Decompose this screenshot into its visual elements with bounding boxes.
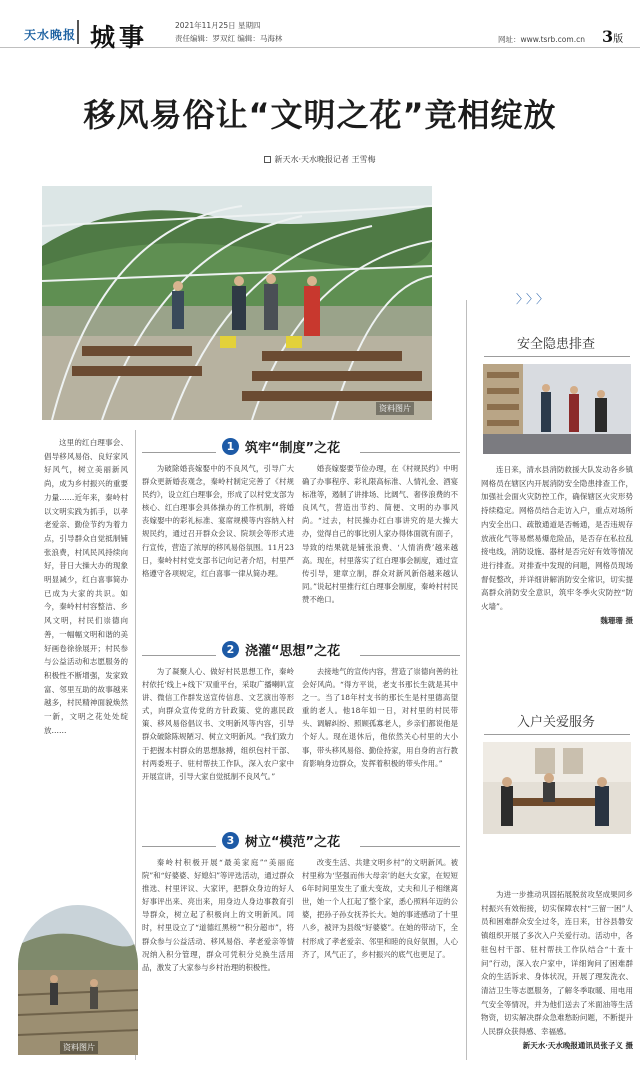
paper-name: 天水晚报	[24, 28, 77, 42]
section-title: 城事	[90, 23, 149, 52]
section-3-rule-left	[142, 846, 216, 847]
section-2-rule-left	[142, 655, 216, 656]
inspection-illustration	[483, 364, 631, 454]
section-3-text-2: 改变生活、共建文明乡村”的文明新风。被村里称为‘坚强而伟大母亲’的赵大女家，在短短6年时间里发生了重大变故，丈夫和儿子相继离世，她一个人扛起了整个家，悉心照料年迈的公婆，把孙子孙女抚养长大。她的事迹感动了十里八乡，被评为县级“好婆婆”。在她的带动下，全村形成了孝老爱亲、邻里和睦的良好氛围，人心齐了，风气正了，乡村振兴的底气也更足了。	[302, 858, 458, 959]
page-number-unit: 版	[613, 34, 624, 45]
editors-line: 责任编辑：罗双红 编辑：马海林	[175, 34, 283, 43]
section-1-title: 筑牢“制度”之花	[245, 441, 341, 456]
section-2-text-2: 去接地气的宣传内容，营造了崇德向善的社会好风尚。“得方平说，老支书那长生就是其中之一。当了18年村支书的那长生是村里德高望重的老人。他18年如一日，对村里的村民带头、调解纠纷、照顾孤寡老人，乡亲们都说他是个好人。现在退休后，他依然关心村里的大小事，带头移风易俗、勤俭持家，用自身的言行教育影响身边群众，发挥着积极的带头作用。”	[302, 667, 458, 768]
rail-box-2-photo	[483, 742, 631, 834]
intro-text: 这里的红白理事会、倡导移风易俗、良好家风好风气，树立美丽新风尚，成为乡村振兴的重要力量……近年来，秦岭村以文明实践为抓手，以孝老爱亲、勤俭节约为着力点，引导群众自觉抵制铺张浪费，村风民风持续向好，昔日大操大办的现象明显减少，红白喜事简办已成为大家的共识。如今，秦岭村村容整洁、乡风文明，村民们崇德向善，一幅幅文明和谐的美好画卷徐徐展开；村民参与公益活动和志愿服务的积极性不断增强，发家致富、邻里互助的故事越来越多，村民精神面貌焕然一新，文明之花处处绽放……	[44, 438, 128, 735]
section-1-number: 1	[222, 438, 239, 455]
article-headline: 移风易俗让“文明之花”竞相绽放	[83, 96, 557, 134]
section-1-rule-left	[142, 452, 216, 453]
section-3-header	[222, 831, 340, 850]
byline-text: 新天水·天水晚报记者 王雪梅	[274, 155, 376, 164]
masthead	[0, 0, 640, 52]
section-1-text-1: 为破除婚丧嫁娶中的不良风气，引导广大群众更新婚丧观念，秦岭村制定完善了《村规民约》，设立红白理事会，形成了以村党支部为核心、红白理事会具体操办的工作机制，将婚丧嫁娶中的彩礼标准、宴席规模等内容纳入村规民约，通过召开群众会议、院坝会等形式进行宣传，营造了浓厚的移风易俗氛围。11月23日，秦岭村村党支部书记向记者介绍，村里严格遵守各项规定，红白喜事一律从简办理。	[142, 464, 294, 578]
rail-box-2-text	[481, 888, 633, 1058]
section-1-column-2	[302, 462, 458, 628]
home-visit-illustration	[483, 742, 631, 834]
rail-box-1-rule	[484, 356, 630, 357]
byline-box-icon	[264, 156, 271, 163]
rail-box-1-title: 安全隐患排查	[516, 337, 595, 352]
rail-box-1-body: 连日来，清水县消防救援大队发动各乡镇网格员在辖区内开展消防安全隐患排查工作，加强社会面火灾防控工作，确保辖区火灾形势持续稳定。网格员结合走访入户，重点对场所内安全出口、疏散通道是否畅通，是否违规存放液化气等易燃易爆危险品，是否存在私拉乱接电线，消防设施、器材是否完好有效等情况进行排查。对排查中发现的问题，网格员现场督促整改，并详细讲解消防安全常识，切实提高群众消防安全意识，筑牢冬季火灾防控“防火墙”。	[481, 465, 633, 612]
main-photo-credit: 资料图片	[376, 402, 414, 415]
section-3-text-1: 秦岭村积极开展“最美家庭”“美丽庭院”和“好婆婆、好媳妇”等评选活动，通过群众推选、村里评议、大家评，把群众身边的好人好事评出来、亮出来，用身边人身边事教育引导群众，树立起了积极向上的文明新风。同时，村里设立了“道德红黑榜”“积分超市”，将群众参与公益活动、移风易俗、孝老爱亲等情况纳入积分管理，群众可凭积分兑换生活用品，激发了大家参与乡村治理的积极性。	[142, 858, 294, 972]
page-number-value: 3	[602, 27, 614, 46]
rail-box-2-signature: 新天水·天水晚报通讯员张子义 摄	[522, 1040, 633, 1050]
page-number	[602, 27, 623, 46]
section-2-number: 2	[222, 641, 239, 658]
section-2-header	[222, 640, 340, 659]
bottom-photo-field	[18, 905, 138, 1055]
column-divider-right	[466, 300, 467, 1060]
rail-arrows: 〉〉〉	[516, 292, 553, 306]
section-3-column-2	[302, 856, 458, 1052]
section-3-title: 树立“模范”之花	[245, 835, 341, 850]
rail-box-1-text	[481, 463, 633, 681]
section-3-number: 3	[222, 832, 239, 849]
section-2-text-1: 为了凝聚人心、做好村民思想工作，秦岭村依托‘线上+线下’双重平台，采取广播喇叭宣讲、微信工作群发送宣传信息、文艺演出等形式，向群众宣传党的方针政策、党的惠民政策、移风易俗倡议书、文明新风等内容，引导群众破除陈规陋习、树立文明新风。“我们致力于把握本村群众的思想脉搏，组织包村干部、村两委班子、驻村帮扶工作队，深入农户家中开展宣讲，引导大家自觉抵制不良风气。”	[142, 667, 294, 781]
rail-box-2-body: 为进一步推动巩固拓展脱贫攻坚成果同乡村振兴有效衔接，切实保障农村“三留一困”人员和困难群众安全过冬，连日来，甘谷县磐安镇组织开展了多次入户关爱行动。活动中，各驻包村干部、驻村帮扶工作队结合“十查十问”行动，深入农户家中，详细询问了困难群众的生活诉求、身体状况，开展了理发洗衣、清洁卫生等志愿服务，了解冬季取暖、用电用气安全等情况，并为他们送去了米面油等生活物资，切实解决群众急难愁盼问题，不断提升人民群众获得感、幸福感。	[481, 890, 633, 1037]
greenhouse-illustration	[42, 186, 432, 420]
bottom-photo-credit: 资料图片	[60, 1041, 98, 1054]
masthead-divider	[77, 20, 79, 44]
field-illustration	[18, 905, 138, 1055]
section-2-rule-right	[360, 655, 460, 656]
section-2-column-1	[142, 665, 294, 820]
section-2-title: 浇灌“思想”之花	[245, 644, 341, 659]
section-1-text-2: 婚丧嫁娶要节俭办理，在《村规民约》中明确了办事程序、彩礼限高标准、人情礼金、酒宴标准等，遏制了讲排场、比阔气、奢侈浪费的不良风气，营造出节约、简便、文明的办事风尚。“过去，村民操办红白事讲究的是大操大办，觉得自己的事比别人家办得体面就有面子，导致的结果就是铺张浪费、‘人情消费’越来越高。现在，村里落实了红白理事会制度，通过宣传引导，建章立制，群众对新风新俗越来越认同。”说起村里推行红白理事会制度，秦岭村村民赞不绝口。	[302, 464, 458, 604]
section-2-column-2	[302, 665, 458, 820]
article-byline	[0, 154, 640, 165]
rail-box-1-signature: 魏珊珊 摄	[600, 615, 633, 625]
section-1-header	[222, 437, 340, 456]
main-photo-greenhouse	[42, 186, 432, 420]
issue-date: 2021年11月25日 星期四	[175, 21, 261, 30]
rail-box-2-title: 入户关爱服务	[516, 715, 595, 730]
section-1-rule-right	[360, 452, 460, 453]
website-url[interactable]: 网址：www.tsrb.com.cn	[498, 35, 585, 44]
intro-column	[44, 436, 128, 808]
rail-box-2-rule	[484, 734, 630, 735]
section-3-rule-right	[360, 846, 460, 847]
section-1-column-1	[142, 462, 294, 628]
section-3-column-1	[142, 856, 294, 1052]
rail-box-1-photo	[483, 364, 631, 454]
